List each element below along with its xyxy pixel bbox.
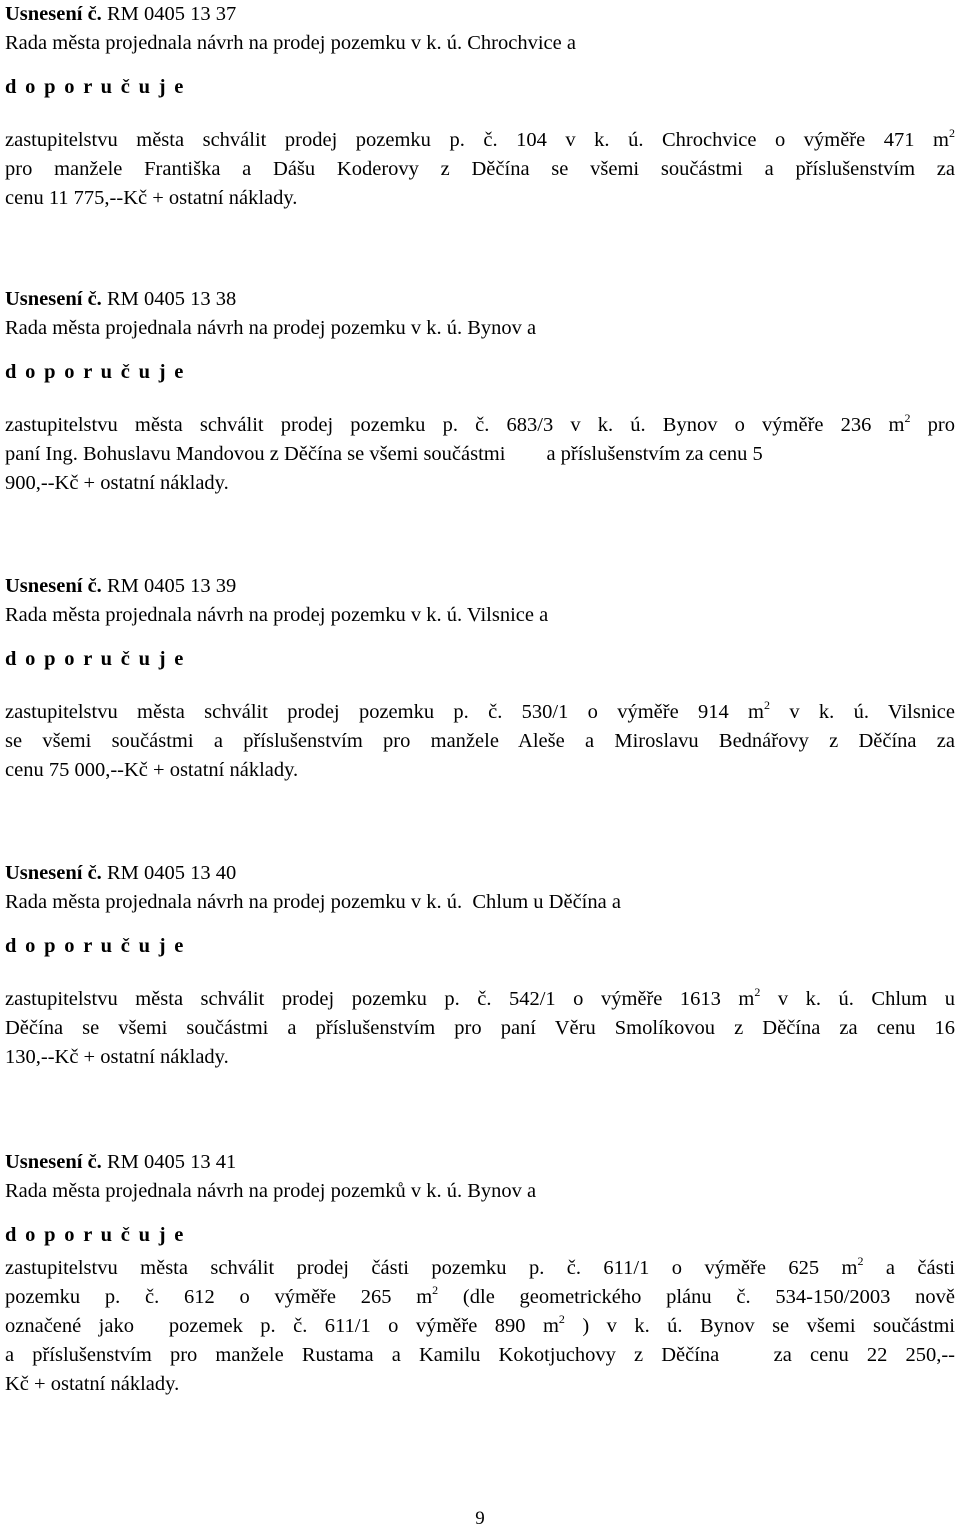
resolution-body-line: 900,--Kč + ostatní náklady. xyxy=(5,472,229,494)
resolution-body-line: Kč + ostatní náklady. xyxy=(5,1373,180,1395)
resolution-intro: Rada města projednala návrh na prodej pozemku v k. ú. Chrochvice a xyxy=(5,32,576,54)
resolution-block xyxy=(5,572,955,785)
resolution-body-line: zastupitelstvu města schválit prodej pozemku p. č. 530/1 o výměře 914 $m^2$ v k. ú. Vilsnice xyxy=(5,698,955,723)
resolution-number: RM 0405 13 38 xyxy=(106,288,237,310)
page-number: 9 xyxy=(475,1508,485,1529)
recommend-keyword: d o p o r u č u j e xyxy=(5,361,184,383)
resolution-number: RM 0405 13 40 xyxy=(106,862,237,884)
resolution-block xyxy=(5,0,955,213)
recommend-keyword: d o p o r u č u j e xyxy=(5,648,184,670)
resolution-body-line: zastupitelstvu města schválit prodej pozemku p. č. 683/3 v k. ú. Bynov o výměře 236 $m^2$ pro xyxy=(5,411,955,436)
resolution-body-line: a příslušenstvím pro manžele Rustama a Kamilu Kokotjuchovy z Děčína za cenu 22 250,-- xyxy=(5,1344,955,1366)
recommend-keyword: d o p o r u č u j e xyxy=(5,1224,184,1246)
resolution-block xyxy=(5,285,955,498)
recommend-keyword: d o p o r u č u j e xyxy=(5,935,184,957)
resolution-heading-prefix: Usnesení č. xyxy=(5,862,102,884)
superscript: 2 xyxy=(754,985,761,999)
superscript: 2 xyxy=(904,411,911,425)
resolution-body-line: cenu 11 775,--Kč + ostatní náklady. xyxy=(5,187,298,209)
superscript: 2 xyxy=(949,126,955,140)
resolution-number: RM 0405 13 39 xyxy=(106,575,237,597)
resolution-body-line: označené jako pozemek p. č. 611/1 o výměře 890 $m^2$ ) v k. ú. Bynov se všemi součástmi xyxy=(5,1312,955,1337)
resolution-body-line: zastupitelstvu města schválit prodej pozemku p. č. 542/1 o výměře 1613 $m^2$ v k. ú. Chlum u xyxy=(5,985,955,1010)
resolution-body-line: Děčína se všemi součástmi a příslušenstvím pro paní Věru Smolíkovou z Děčína za cenu 16 xyxy=(5,1017,955,1039)
superscript: 2 xyxy=(764,698,771,712)
resolution-body-line: zastupitelstvu města schválit prodej části pozemku p. č. 611/1 o výměře 625 $m^2$ a části xyxy=(5,1254,955,1279)
resolution-block xyxy=(5,859,955,1072)
resolution-body-line: se všemi součástmi a příslušenstvím pro manžele Aleše a Miroslavu Bednářovy z Děčína za xyxy=(5,730,955,752)
resolution-intro: Rada města projednala návrh na prodej pozemků v k. ú. Bynov a xyxy=(5,1180,537,1202)
superscript: 2 xyxy=(857,1254,864,1268)
resolution-heading-prefix: Usnesení č. xyxy=(5,3,102,25)
resolution-heading-prefix: Usnesení č. xyxy=(5,1151,102,1173)
resolution-intro: Rada města projednala návrh na prodej pozemku v k. ú. Bynov a xyxy=(5,317,537,339)
superscript: 2 xyxy=(558,1312,565,1326)
resolution-body-line: pozemku p. č. 612 o výměře 265 $m^2$ (dle geometrického plánu č. 534-150/2003 nově xyxy=(5,1283,955,1308)
resolution-heading-prefix: Usnesení č. xyxy=(5,575,102,597)
resolution-number: RM 0405 13 41 xyxy=(106,1151,237,1173)
resolution-block xyxy=(5,1148,955,1399)
resolution-intro: Rada města projednala návrh na prodej pozemku v k. ú. Vilsnice a xyxy=(5,604,549,626)
resolution-heading-prefix: Usnesení č. xyxy=(5,288,102,310)
resolution-body-line: zastupitelstvu města schválit prodej pozemku p. č. 104 v k. ú. Chrochvice o výměře 471 $m^2$ xyxy=(5,126,955,151)
resolution-intro: Rada města projednala návrh na prodej pozemku v k. ú. Chlum u Děčína a xyxy=(5,891,621,913)
resolution-body-line: paní Ing. Bohuslavu Mandovou z Děčína se všemi součástmi a příslušenstvím za cenu 5 xyxy=(5,443,763,465)
recommend-keyword: d o p o r u č u j e xyxy=(5,76,184,98)
resolution-body-line: cenu 75 000,--Kč + ostatní náklady. xyxy=(5,759,299,781)
resolution-number: RM 0405 13 37 xyxy=(106,3,237,25)
superscript: 2 xyxy=(432,1283,439,1297)
resolution-body-line: 130,--Kč + ostatní náklady. xyxy=(5,1046,229,1068)
resolution-body-line: pro manžele Františka a Dášu Koderovy z Děčína se všemi součástmi a příslušenstvím za xyxy=(5,158,955,180)
